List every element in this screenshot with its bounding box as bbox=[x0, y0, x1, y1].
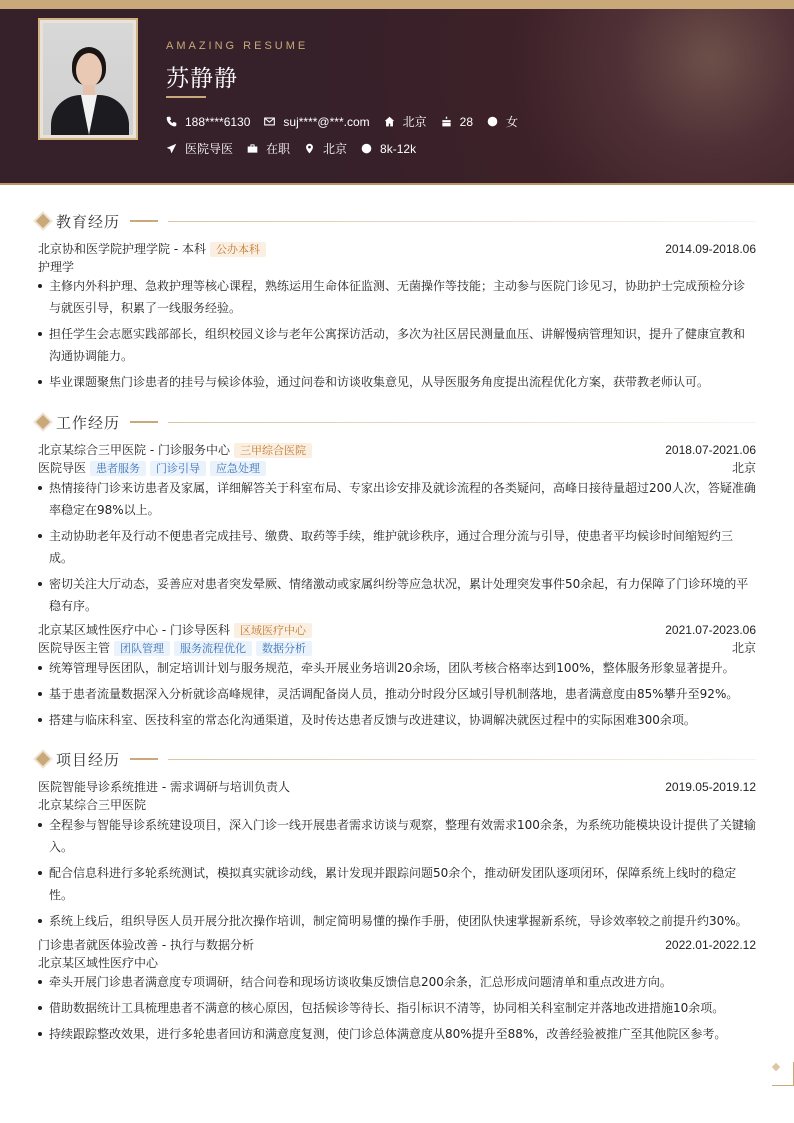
project-title: 医院智能导诊系统推进 - 需求调研与培训负责人 bbox=[38, 780, 290, 794]
home-text: 北京 bbox=[402, 115, 427, 129]
section-rule-long bbox=[168, 759, 756, 760]
list-item: 系统上线后，组织导医人员开展分批次操作培训，制定简明易懂的操作手册，使团队快速掌握新系统，导诊效率较之前提升约30%。 bbox=[38, 910, 756, 932]
email-item bbox=[264, 115, 369, 129]
resume-kicker: AMAZING RESUME bbox=[166, 40, 309, 52]
skill-tag: 团队管理 bbox=[114, 641, 170, 656]
work-tag: 三甲综合医院 bbox=[234, 443, 312, 458]
gender-icon bbox=[487, 116, 498, 127]
work-role-row bbox=[38, 460, 756, 476]
home-item bbox=[384, 113, 427, 130]
project-org: 北京某综合三甲医院 bbox=[38, 798, 147, 812]
project-date: 2022.01-2022.12 bbox=[665, 938, 756, 952]
home-icon bbox=[384, 116, 395, 127]
education-bullets bbox=[38, 275, 756, 393]
job-intention-row bbox=[166, 140, 430, 157]
resume-header bbox=[0, 9, 794, 185]
diamond-icon bbox=[36, 752, 50, 766]
list-item: 毕业课题聚焦门诊患者的挂号与候诊体验，通过问卷和访谈收集意见，从导医服务角度提出流程优化方案，获带教老师认可。 bbox=[38, 371, 756, 393]
salary-item bbox=[361, 142, 416, 156]
salary-text: 8k-12k bbox=[380, 141, 417, 156]
diamond-icon bbox=[36, 214, 50, 228]
list-item: 借助数据统计工具梳理患者不满意的核心原因，包括候诊等待长、指引标识不清等，协同相关科室制定并落地改进措施10余项。 bbox=[38, 997, 756, 1019]
project-bullets bbox=[38, 814, 756, 932]
target-city-text: 北京 bbox=[323, 142, 348, 156]
education-entry-header bbox=[38, 241, 756, 257]
project-date: 2019.05-2019.12 bbox=[665, 780, 756, 794]
name-underline bbox=[166, 96, 206, 98]
work-bullets bbox=[38, 477, 756, 617]
work-title: 北京某区域性医疗中心 - 门诊导医科 bbox=[38, 623, 230, 637]
age-text: 28 bbox=[459, 114, 473, 129]
projects-section-header bbox=[36, 750, 756, 768]
gender-text: 女 bbox=[506, 115, 519, 129]
work-date: 2021.07-2023.06 bbox=[665, 623, 756, 637]
education-date: 2014.09-2018.06 bbox=[665, 242, 756, 256]
project-bullets bbox=[38, 971, 756, 1045]
money-icon bbox=[361, 143, 372, 154]
education-major: 护理学 bbox=[38, 260, 75, 274]
target-position-text: 医院导医 bbox=[185, 142, 234, 156]
briefcase-icon bbox=[247, 143, 258, 154]
section-rule-short bbox=[130, 220, 158, 222]
list-item: 配合信息科进行多轮系统测试，模拟真实就诊动线，累计发现并跟踪问题50余个，推动研发团队逐项闭环，保障系统上线时的稳定性。 bbox=[38, 862, 756, 906]
phone-text: 188****6130 bbox=[185, 114, 251, 129]
mail-icon bbox=[264, 116, 275, 127]
email-text: suj****@***.com bbox=[283, 114, 370, 129]
list-item: 热情接待门诊来访患者及家属，详细解答关于科室布局、专家出诊安排及就诊流程的各类疑问，高峰日接待量超过200人次，答疑准确率稳定在98%以上。 bbox=[38, 477, 756, 521]
age-item bbox=[441, 115, 473, 129]
work-title: 北京某综合三甲医院 - 门诊服务中心 bbox=[38, 443, 230, 457]
section-rule-short bbox=[130, 758, 158, 760]
section-title: 项目经历 bbox=[56, 750, 121, 769]
work-tag: 区域医疗中心 bbox=[234, 623, 312, 638]
education-tag: 公办本科 bbox=[210, 242, 266, 257]
status-item bbox=[247, 140, 290, 157]
work-role: 医院导医主管 bbox=[38, 641, 111, 655]
project-entry-header bbox=[38, 779, 756, 795]
list-item: 主修内外科护理、急救护理等核心课程，熟练运用生命体征监测、无菌操作等技能；主动参与医院门诊见习，协助护士完成预检分诊与就医引导，积累了一线服务经验。 bbox=[38, 275, 756, 319]
work-city: 北京 bbox=[731, 641, 756, 655]
contact-row bbox=[166, 113, 532, 130]
work-bullets bbox=[38, 657, 756, 731]
list-item: 持续跟踪整改效果，进行多轮患者回访和满意度复测，使门诊总体满意度从80%提升至88%，改善经验被推广至其他院区参考。 bbox=[38, 1023, 756, 1045]
list-item: 担任学生会志愿实践部部长，组织校园义诊与老年公寓探访活动，多次为社区居民测量血压、讲解慢病管理知识，提升了健康宣教和沟通协调能力。 bbox=[38, 323, 756, 367]
project-title: 门诊患者就医体验改善 - 执行与数据分析 bbox=[38, 938, 254, 952]
list-item: 统筹管理导医团队，制定培训计划与服务规范，牵头开展业务培训20余场，团队考核合格率达到100%，整体服务形象显著提升。 bbox=[38, 657, 756, 679]
project-org: 北京某区域性医疗中心 bbox=[38, 956, 159, 970]
section-title: 工作经历 bbox=[56, 413, 121, 432]
profile-photo bbox=[43, 23, 133, 135]
work-entry-header bbox=[38, 622, 756, 638]
work-city: 北京 bbox=[731, 461, 756, 475]
skill-tag: 应急处理 bbox=[210, 461, 266, 476]
work-section-header bbox=[36, 413, 756, 431]
work-role: 医院导医 bbox=[38, 461, 87, 475]
work-role-row bbox=[38, 640, 756, 656]
top-accent-strip bbox=[0, 0, 794, 9]
skill-tag: 数据分析 bbox=[256, 641, 312, 656]
phone-icon bbox=[166, 116, 177, 127]
section-rule-long bbox=[168, 221, 756, 222]
education-section-header bbox=[36, 212, 756, 230]
section-rule-short bbox=[130, 421, 158, 423]
skill-tag: 患者服务 bbox=[90, 461, 146, 476]
section-rule-long bbox=[168, 422, 756, 423]
skill-tag: 服务流程优化 bbox=[174, 641, 252, 656]
phone-item bbox=[166, 115, 250, 129]
list-item: 基于患者流量数据深入分析就诊高峰规律，灵活调配备岗人员，推动分时段分区域引导机制落地，患者满意度由85%攀升至92%。 bbox=[38, 683, 756, 705]
skill-tag: 门诊引导 bbox=[150, 461, 206, 476]
cake-icon bbox=[441, 116, 452, 127]
diamond-icon bbox=[36, 415, 50, 429]
status-text: 在职 bbox=[266, 142, 291, 156]
list-item: 牵头开展门诊患者满意度专项调研，结合问卷和现场访谈收集反馈信息200余条，汇总形成问题清单和重点改进方向。 bbox=[38, 971, 756, 993]
list-item: 搭建与临床科室、医技科室的常态化沟通渠道，及时传达患者反馈与改进建议，协调解决就医过程中的实际困难300余项。 bbox=[38, 709, 756, 731]
section-title: 教育经历 bbox=[56, 212, 121, 231]
list-item: 主动协助老年及行动不便患者完成挂号、缴费、取药等手续，维护就诊秩序，通过合理分流与引导，使患者平均候诊时间缩短约三成。 bbox=[38, 525, 756, 569]
target-city-item bbox=[304, 140, 347, 157]
candidate-name: 苏静静 bbox=[166, 66, 238, 92]
work-entry-header bbox=[38, 442, 756, 458]
target-position-item bbox=[166, 140, 233, 157]
location-icon bbox=[304, 143, 315, 154]
send-icon bbox=[166, 143, 177, 154]
project-entry-header bbox=[38, 937, 756, 953]
work-date: 2018.07-2021.06 bbox=[665, 443, 756, 457]
gender-item bbox=[487, 113, 518, 130]
list-item: 全程参与智能导诊系统建设项目，深入门诊一线开展患者需求访谈与观察，整理有效需求100余条，为系统功能模块设计提供了关键输入。 bbox=[38, 814, 756, 858]
list-item: 密切关注大厅动态，妥善应对患者突发晕厥、情绪激动或家属纠纷等应急状况，累计处理突发事件50余起，有力保障了门诊环境的平稳有序。 bbox=[38, 573, 756, 617]
avatar bbox=[38, 18, 138, 140]
education-title: 北京协和医学院护理学院 - 本科 bbox=[38, 242, 206, 256]
